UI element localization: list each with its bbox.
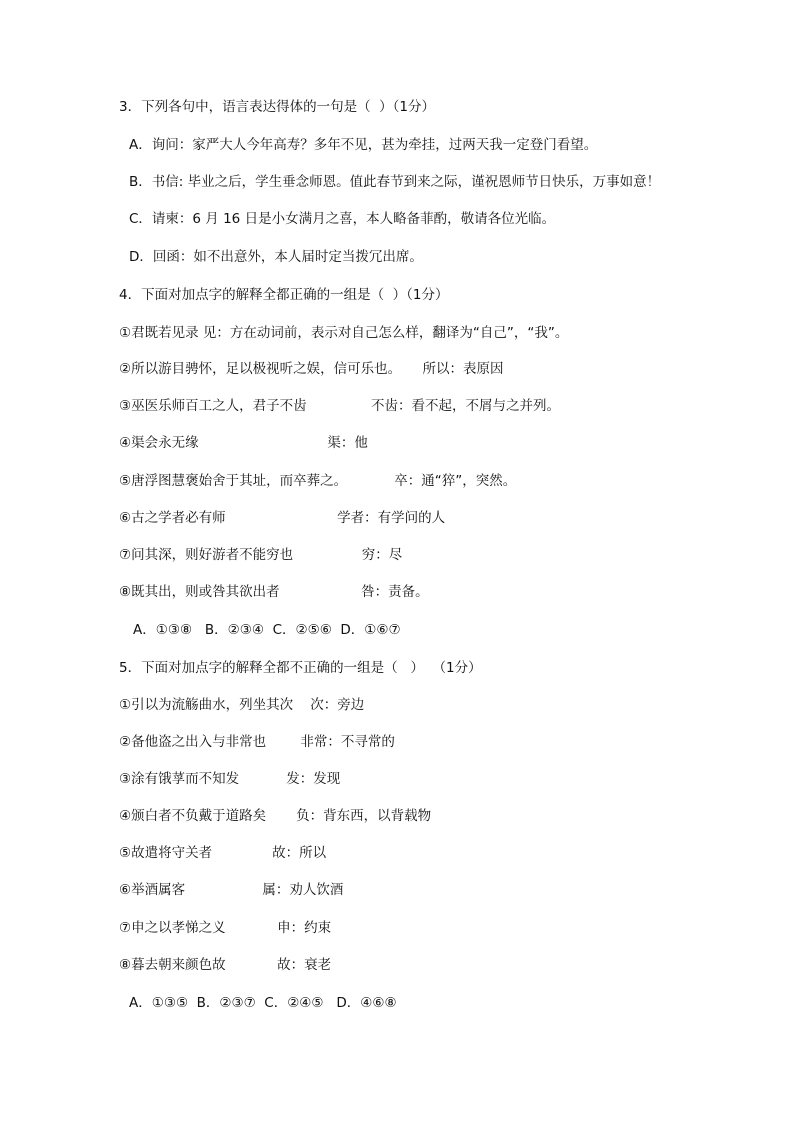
q5-item-2: ②备他盗之出入与非常也 非常：不寻常的	[119, 734, 395, 750]
q3-option-a: A．询问：家严大人今年高寿？多年不见，甚为牵挂，过两天我一定登门看望。	[129, 137, 598, 153]
q4-options: A．①③⑧ B．②③④ C．②⑤⑥ D．①⑥⑦	[133, 622, 401, 638]
q4-item-6: ⑥古之学者必有师 学者：有学问的人	[119, 510, 446, 526]
q5-item-4: ④颁白者不负戴于道路矣 负：背东西，以背载物	[119, 808, 432, 824]
q5-item-6: ⑥举酒属客 属：劝人饮酒	[119, 882, 344, 898]
q3-option-d: D．回函：如不出意外，本人届时定当拨冗出席。	[129, 249, 423, 265]
q4-item-1: ①君既若见录 见：方在动词前，表示对自己怎么样，翻译为“自己”，“我”。	[119, 325, 569, 341]
q4-item-5: ⑤唐浮图慧褒始舍于其址，而卒葬之。 卒：通“猝”，突然。	[119, 473, 517, 489]
q3-stem: 3．下列各句中，语言表达得体的一句是（ ）（1分）	[119, 99, 436, 115]
q5-item-3: ③涂有饿莩而不知发 发：发现	[119, 771, 341, 787]
q3-option-c: C．请柬：6 月 16 日是小女满月之喜，本人略备菲酌，敬请各位光临。	[129, 211, 556, 227]
q4-item-8: ⑧既其出，则或咎其欲出者 咎：责备。	[119, 584, 429, 600]
q4-stem: 4．下面对加点字的解释全都正确的一组是（ ）（1分）	[119, 287, 449, 303]
q5-options: A．①③⑤ B．②③⑦ C．②④⑤ D．④⑥⑧	[129, 995, 397, 1011]
q5-item-7: ⑦申之以孝悌之义 申：约束	[119, 920, 332, 936]
q5-item-5: ⑤故遣将守关者 故：所以	[119, 845, 327, 861]
q4-item-3: ③巫医乐师百工之人，君子不齿 不齿：看不起，不屑与之并列。	[119, 398, 560, 414]
q5-item-8: ⑧暮去朝来颜色故 故：衰老	[119, 957, 332, 973]
q5-stem: 5．下面对加点字的解释全都不正确的一组是（ ） （1分）	[119, 660, 482, 676]
q4-item-7: ⑦问其深，则好游者不能穷也 穷：尽	[119, 547, 403, 563]
q5-item-1: ①引以为流觞曲水，列坐其次 次：旁边	[119, 697, 365, 713]
q4-item-2: ②所以游目骋怀，足以极视听之娱，信可乐也。 所以：表原因	[119, 361, 504, 377]
q4-item-4: ④渠会永无缘 渠：他	[119, 435, 368, 451]
q3-option-b: B．书信: 毕业之后，学生垂念师恩。值此春节到来之际，谨祝恩师节日快乐，万事如意！	[129, 174, 661, 190]
